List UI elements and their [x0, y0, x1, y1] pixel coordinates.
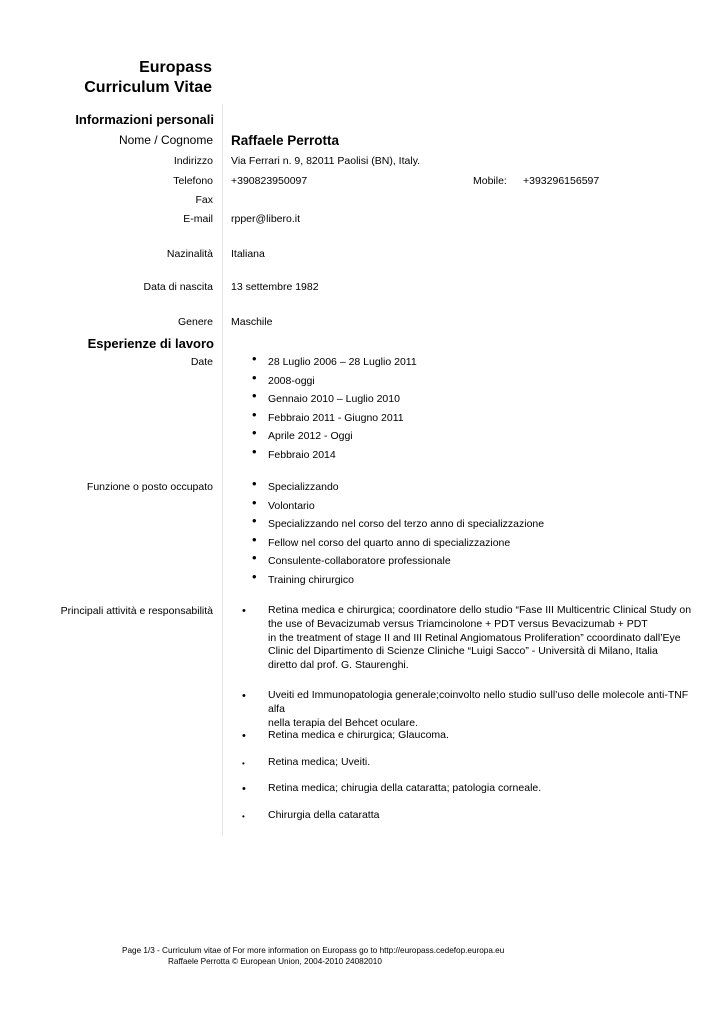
section-title-personal: Informazioni personali [75, 112, 214, 127]
date-item: • Febbraio 2011 - Giugno 2011 [252, 411, 417, 430]
phone-label: Telefono [173, 175, 213, 187]
role-item: • Specializzando [252, 480, 544, 499]
section-title-work: Esperienze di lavoro [87, 336, 214, 351]
cv-page: Europass Curriculum Vitae Informazioni personali Nome / Cognome Raffaele Perrotta Indirizzo Via Ferrari n. 9, 82011 Paolisi (BN), Italy. Telefono +390823950097 Mobile: +393296156597 Fax E-mail rpper@libero.it Nazinalità Italiana Data di nascita 13 settembre 1982 Genere Maschile Esperienze di lavoro Date • 28 Luglio 2006 – 28 Luglio 2011 • 2008-oggi • Gennaio 2010 – Luglio 2010 • Febbraio 2011 - Giugno 2011 • Aprile 2012 - Oggi • Febbraio 2014 Funzione o posto occupato • Specializzando • Volontario • Specializzando nel corso del terzo anno di specializzazione • Fellow nel corso del quarto anno di specializzazione • Consulente-collaboratore professionale • Training chirurgico Principali attività e responsabilità • Retina medica e chirurgica; coordinatore dello studio “Fase III Multicentric Clinical Study on the use of Bevacizumab versus Triamcinolone + PDT versus Bevacizumab + PDT in the treatment of stage II and III Retinal Angiomatous Proliferation” ccoordinato dall’Eye Clinic del Dipartimento di Scienze Cliniche “Luigi Sacco” - Università di Milano, Italia diretto dal prof. G. Staurenghi. • Uveiti ed Immunopatologia generale;coinvolto nello studio sull’uso delle molecole anti-TNF alfa nella terapia del Behcet oculare. • Retina medica e chirurgica; Glaucoma. • Retina medica; Uveiti. • Retina medica; chirugia della cataratta; patologia corneale. • Chirurgia della cataratta Page 1/3 - Curriculum vitae of For more information on Europass go to http://europass.cedefop.europa.eu Raffaele Perrotta © European Union, 2004-2010 24082010 [0, 0, 724, 1024]
gender-label: Genere [177, 316, 213, 328]
nationality-value: Italiana [231, 248, 265, 260]
birth-label: Data di nascita [143, 281, 213, 293]
birth-value: 13 settembre 1982 [231, 281, 319, 293]
roles-list [252, 480, 544, 592]
title-curriculum-vitae: Curriculum Vitae [84, 79, 212, 96]
phone-value: +390823950097 [231, 175, 308, 187]
nationality-label: Nazinalità [166, 248, 213, 260]
fax-label: Fax [195, 194, 213, 206]
address-value: Via Ferrari n. 9, 82011 Paolisi (BN), Italy. [231, 155, 421, 167]
dates-label: Date [190, 356, 213, 368]
role-item: • Consulente-collaboratore professionale [252, 554, 544, 573]
roles-label: Funzione o posto occupato [86, 481, 213, 493]
page-footer [122, 945, 504, 967]
email-label: E-mail [183, 213, 213, 225]
date-item: • Aprile 2012 - Oggi [252, 429, 417, 448]
footer-line-1: Page 1/3 - Curriculum vitae of For more information on Europass go to http://europass.cedefop.europa.eu [122, 946, 505, 955]
title-europass: Europass [139, 59, 212, 76]
address-label: Indirizzo [173, 155, 213, 167]
date-item: • Gennaio 2010 – Luglio 2010 [252, 392, 417, 411]
email-value: rpper@libero.it [231, 213, 301, 225]
column-divider [222, 104, 223, 836]
date-item: • 2008-oggi [252, 374, 417, 393]
dates-list [252, 355, 417, 467]
date-item: • 28 Luglio 2006 – 28 Luglio 2011 [252, 355, 417, 374]
name-label: Nome / Cognome [118, 133, 213, 147]
mobile-value: +393296156597 [523, 175, 600, 187]
role-item: • Fellow nel corso del quarto anno di specializzazione [252, 536, 544, 555]
mobile-label: Mobile: [473, 175, 507, 187]
gender-value: Maschile [231, 316, 273, 328]
date-item: • Febbraio 2014 [252, 448, 417, 467]
role-item: • Training chirurgico [252, 573, 544, 592]
role-item: • Volontario [252, 499, 544, 518]
activities-label: Principali attività e responsabilità [60, 605, 213, 617]
name-value: Raffaele Perrotta [231, 133, 340, 148]
role-item: • Specializzando nel corso del terzo anno di specializzazione [252, 517, 544, 536]
footer-line-2: Raffaele Perrotta © European Union, 2004-2010 24082010 [168, 957, 382, 966]
